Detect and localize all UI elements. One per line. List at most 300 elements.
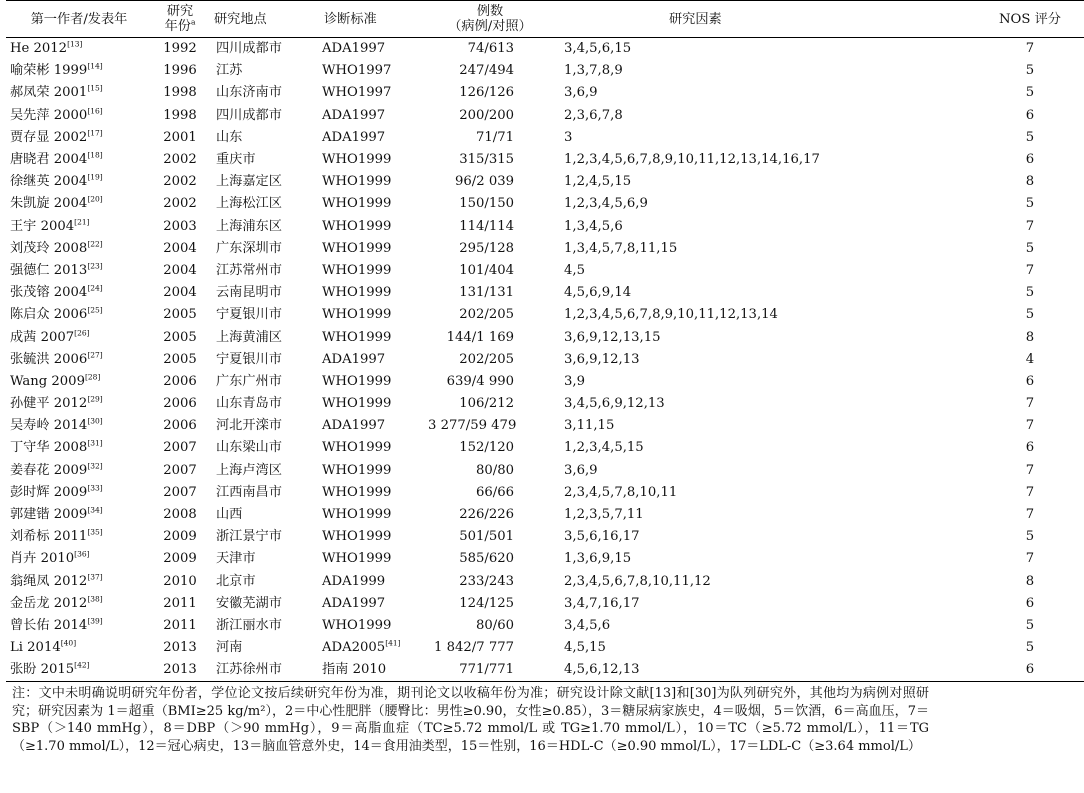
- criteria-cell-text: WHO1999: [322, 240, 392, 256]
- factors-cell: [554, 238, 976, 260]
- reference-mark: [33]: [87, 483, 103, 493]
- author-cell: [6, 238, 150, 260]
- factors-cell: [554, 216, 976, 238]
- cases-cell: [426, 216, 554, 238]
- cases-cell: [426, 238, 554, 260]
- site-cell-text: 上海卢湾区: [216, 462, 282, 478]
- factors-cell: [554, 127, 976, 149]
- year-cell: [150, 482, 210, 504]
- criteria-cell-text: ADA1997: [322, 418, 386, 434]
- table-row: [6, 60, 1084, 82]
- site-cell-text: 浙江丽水市: [216, 617, 282, 633]
- author-cell-text: 肖卉 2010: [10, 551, 75, 567]
- cases-cell-text: 202/205: [459, 351, 514, 367]
- site-cell: [210, 282, 316, 304]
- author-cell-text: 丁守华 2008: [10, 440, 88, 456]
- author-cell-text: He 2012: [10, 41, 68, 57]
- year-cell-text: 2006: [163, 418, 197, 434]
- year-cell: [150, 82, 210, 104]
- year-cell: [150, 437, 210, 459]
- criteria-cell-text: WHO1999: [322, 617, 392, 633]
- factors-cell-text: 4,5,6,9,14: [564, 285, 632, 301]
- site-cell: [210, 326, 316, 348]
- header-criteria: 诊断标准: [324, 11, 377, 27]
- author-cell-text: 刘希标 2011: [10, 529, 88, 545]
- author-cell: [6, 60, 150, 82]
- criteria-cell-text: WHO1999: [322, 396, 392, 412]
- author-cell-text: 贾存显 2002: [10, 129, 88, 145]
- nos-cell-text: 7: [1025, 262, 1035, 278]
- site-cell-text: 江苏: [216, 63, 243, 79]
- year-cell: [150, 127, 210, 149]
- site-cell-text: 江西南昌市: [216, 484, 282, 500]
- header-nos: NOS 评分: [999, 11, 1061, 27]
- header-factors: 研究因素: [669, 11, 722, 27]
- factors-cell-text: 1,2,4,5,15: [564, 174, 632, 190]
- nos-cell: [976, 571, 1084, 593]
- site-cell: [210, 127, 316, 149]
- year-cell: [150, 371, 210, 393]
- site-cell-text: 天津市: [216, 551, 256, 567]
- table-row: [6, 371, 1084, 393]
- nos-cell-text: 5: [1025, 240, 1035, 256]
- reference-mark: [32]: [87, 461, 103, 471]
- cases-cell-text: 295/128: [459, 240, 514, 256]
- year-cell-text: 2004: [163, 262, 197, 278]
- site-cell: [210, 659, 316, 682]
- cases-cell: [426, 415, 554, 437]
- author-cell: [6, 482, 150, 504]
- criteria-cell: [316, 105, 426, 127]
- nos-cell: [976, 326, 1084, 348]
- table-row: [6, 548, 1084, 570]
- cases-cell: [426, 304, 554, 326]
- author-cell-text: 曾长佑 2014: [10, 617, 88, 633]
- nos-cell: [976, 415, 1084, 437]
- header-cases-line2: （病例/对照）: [448, 19, 532, 34]
- table-row: [6, 193, 1084, 215]
- nos-cell: [976, 282, 1084, 304]
- author-cell-text: 金岳龙 2012: [10, 595, 88, 611]
- factors-cell: [554, 393, 976, 415]
- table-header: [6, 1, 1084, 38]
- year-cell: [150, 593, 210, 615]
- author-cell-text: 喻荣彬 1999: [10, 63, 88, 79]
- nos-cell: [976, 38, 1084, 61]
- cases-cell: [426, 371, 554, 393]
- reference-mark: [21]: [74, 217, 90, 227]
- factors-cell-text: 1,3,6,9,15: [564, 551, 632, 567]
- nos-cell-text: 5: [1025, 285, 1035, 301]
- author-cell-text: Li 2014: [10, 640, 61, 656]
- site-cell-text: 宁夏银川市: [216, 307, 282, 323]
- criteria-cell: [316, 659, 426, 682]
- criteria-cell: [316, 637, 426, 659]
- cases-cell: [426, 349, 554, 371]
- header-row: [6, 1, 1084, 38]
- year-cell: [150, 460, 210, 482]
- factors-cell: [554, 260, 976, 282]
- year-cell-text: 2002: [163, 152, 197, 168]
- site-cell: [210, 526, 316, 548]
- site-cell-text: 河南: [216, 640, 243, 656]
- reference-mark: [20]: [87, 195, 103, 205]
- factors-cell: [554, 548, 976, 570]
- nos-cell-text: 7: [1025, 218, 1035, 234]
- nos-cell: [976, 593, 1084, 615]
- year-cell-text: 2008: [163, 507, 197, 523]
- factors-cell: [554, 171, 976, 193]
- cases-cell: [426, 437, 554, 459]
- year-cell: [150, 349, 210, 371]
- nos-cell-text: 5: [1025, 63, 1035, 79]
- author-cell: [6, 415, 150, 437]
- cases-cell: [426, 105, 554, 127]
- reference-mark: [38]: [87, 594, 103, 604]
- criteria-cell-text: WHO1999: [322, 218, 392, 234]
- table-row: [6, 415, 1084, 437]
- year-cell: [150, 659, 210, 682]
- site-cell-text: 上海松江区: [216, 196, 282, 212]
- author-cell-text: 徐继英 2004: [10, 174, 88, 190]
- year-cell-text: 1996: [163, 63, 197, 79]
- author-cell-text: 张毓洪 2006: [10, 351, 88, 367]
- table-row: [6, 637, 1084, 659]
- site-cell: [210, 60, 316, 82]
- cases-cell: [426, 326, 554, 348]
- factors-cell: [554, 637, 976, 659]
- site-cell: [210, 637, 316, 659]
- year-cell-text: 2007: [163, 440, 197, 456]
- nos-cell-text: 4: [1025, 351, 1035, 367]
- cases-cell-text: 126/126: [459, 85, 514, 101]
- table-row: [6, 216, 1084, 238]
- reference-mark: [39]: [87, 616, 103, 626]
- nos-cell-text: 5: [1025, 129, 1035, 145]
- site-cell: [210, 149, 316, 171]
- factors-cell: [554, 571, 976, 593]
- year-cell: [150, 238, 210, 260]
- cases-cell: [426, 526, 554, 548]
- cases-cell: [426, 60, 554, 82]
- cases-cell: [426, 282, 554, 304]
- factors-cell: [554, 193, 976, 215]
- nos-cell-text: 8: [1025, 329, 1035, 345]
- criteria-cell-text: WHO1999: [322, 484, 392, 500]
- criteria-cell: [316, 593, 426, 615]
- author-cell-text: Wang 2009: [10, 373, 85, 389]
- reference-mark: [15]: [87, 84, 103, 94]
- year-cell-text: 2006: [163, 373, 197, 389]
- cases-cell-text: 66/66: [475, 484, 514, 500]
- year-cell: [150, 615, 210, 637]
- year-cell: [150, 326, 210, 348]
- site-cell: [210, 171, 316, 193]
- year-cell: [150, 193, 210, 215]
- criteria-cell: [316, 238, 426, 260]
- criteria-cell: [316, 482, 426, 504]
- reference-mark: [24]: [87, 283, 103, 293]
- cases-cell-text: 639/4 990: [446, 373, 514, 389]
- criteria-cell-text: WHO1999: [322, 440, 392, 456]
- site-cell-text: 上海浦东区: [216, 218, 282, 234]
- criteria-cell-text: WHO1999: [322, 262, 392, 278]
- criteria-cell-text: ADA1997: [322, 41, 386, 57]
- nos-cell-text: 5: [1025, 307, 1035, 323]
- header-year-line2: 年份: [164, 19, 191, 34]
- header-cases: [426, 1, 554, 38]
- reference-mark: [19]: [87, 172, 103, 182]
- criteria-cell: [316, 437, 426, 459]
- factors-cell: [554, 105, 976, 127]
- nos-cell-text: 6: [1025, 373, 1035, 389]
- criteria-cell: [316, 149, 426, 171]
- author-cell-text: 姜春花 2009: [10, 462, 88, 478]
- study-characteristics-table: [6, 0, 1084, 682]
- author-cell: [6, 526, 150, 548]
- cases-cell-text: 501/501: [459, 529, 514, 545]
- nos-cell: [976, 349, 1084, 371]
- criteria-cell-text: WHO1999: [322, 507, 392, 523]
- year-cell-text: 2010: [163, 573, 197, 589]
- author-cell: [6, 393, 150, 415]
- cases-cell-text: 585/620: [459, 551, 514, 567]
- reference-mark: [31]: [87, 439, 103, 449]
- cases-cell: [426, 260, 554, 282]
- site-cell-text: 广东深圳市: [216, 240, 282, 256]
- factors-cell: [554, 349, 976, 371]
- site-cell: [210, 571, 316, 593]
- cases-cell: [426, 193, 554, 215]
- header-year-footnote-mark: a: [190, 17, 196, 27]
- criteria-cell: [316, 38, 426, 61]
- cases-cell-text: 771/771: [459, 662, 514, 678]
- nos-cell: [976, 659, 1084, 682]
- factors-cell: [554, 593, 976, 615]
- nos-cell-text: 7: [1025, 462, 1035, 478]
- factors-cell-text: 1,3,7,8,9: [564, 63, 623, 79]
- site-cell-text: 上海嘉定区: [216, 174, 282, 190]
- site-cell-text: 江苏常州市: [216, 262, 282, 278]
- site-cell: [210, 260, 316, 282]
- author-cell: [6, 82, 150, 104]
- nos-cell-text: 6: [1025, 440, 1035, 456]
- year-cell: [150, 38, 210, 61]
- year-cell-text: 2013: [163, 640, 197, 656]
- year-cell-text: 2009: [163, 529, 197, 545]
- site-cell: [210, 615, 316, 637]
- author-cell-text: 张茂镕 2004: [10, 285, 88, 301]
- criteria-cell: [316, 504, 426, 526]
- year-cell: [150, 149, 210, 171]
- site-cell: [210, 548, 316, 570]
- nos-cell-text: 7: [1025, 41, 1035, 57]
- site-cell: [210, 393, 316, 415]
- author-cell-text: 唐晓君 2004: [10, 152, 88, 168]
- year-cell: [150, 60, 210, 82]
- site-cell-text: 山东: [216, 129, 243, 145]
- nos-cell-text: 5: [1025, 529, 1035, 545]
- site-cell: [210, 105, 316, 127]
- factors-cell: [554, 60, 976, 82]
- cases-cell: [426, 637, 554, 659]
- criteria-cell: [316, 349, 426, 371]
- year-cell: [150, 105, 210, 127]
- table-row: [6, 482, 1084, 504]
- nos-cell: [976, 637, 1084, 659]
- author-cell-text: 刘茂玲 2008: [10, 240, 88, 256]
- factors-cell-text: 1,3,4,5,7,8,11,15: [564, 240, 678, 256]
- criteria-cell: [316, 526, 426, 548]
- cases-cell-text: 124/125: [459, 595, 514, 611]
- nos-cell: [976, 504, 1084, 526]
- cases-cell-text: 226/226: [459, 507, 514, 523]
- year-cell-text: 2005: [163, 307, 197, 323]
- nos-cell: [976, 548, 1084, 570]
- year-cell: [150, 571, 210, 593]
- year-cell-text: 2005: [163, 351, 197, 367]
- cases-cell: [426, 504, 554, 526]
- year-cell: [150, 393, 210, 415]
- year-cell: [150, 304, 210, 326]
- reference-mark: [35]: [87, 527, 103, 537]
- nos-cell: [976, 460, 1084, 482]
- author-cell: [6, 127, 150, 149]
- criteria-cell-text: ADA1997: [322, 107, 386, 123]
- reference-mark: [17]: [87, 128, 103, 138]
- cases-cell-text: 200/200: [459, 107, 514, 123]
- factors-cell-text: 3,6,9: [564, 85, 598, 101]
- author-cell: [6, 105, 150, 127]
- criteria-cell: [316, 615, 426, 637]
- site-cell-text: 山东梁山市: [216, 440, 282, 456]
- factors-cell: [554, 82, 976, 104]
- site-cell: [210, 193, 316, 215]
- reference-mark: [27]: [87, 350, 103, 360]
- author-cell: [6, 637, 150, 659]
- year-cell-text: 2011: [163, 617, 197, 633]
- site-cell: [210, 349, 316, 371]
- reference-mark: [16]: [87, 106, 103, 116]
- site-cell: [210, 216, 316, 238]
- criteria-cell: [316, 460, 426, 482]
- reference-mark: [42]: [74, 660, 90, 670]
- factors-cell-text: 3,4,5,6,15: [564, 41, 632, 57]
- criteria-cell: [316, 282, 426, 304]
- site-cell-text: 河北开滦市: [216, 418, 282, 434]
- author-cell-text: 翁绳凤 2012: [10, 573, 88, 589]
- cases-cell: [426, 171, 554, 193]
- criteria-cell-text: WHO1999: [322, 373, 392, 389]
- reference-mark: [23]: [87, 261, 103, 271]
- table-row: [6, 437, 1084, 459]
- table-row: [6, 326, 1084, 348]
- author-cell: [6, 571, 150, 593]
- factors-cell: [554, 371, 976, 393]
- year-cell-text: 2006: [163, 396, 197, 412]
- cases-cell: [426, 127, 554, 149]
- factors-cell-text: 1,2,3,5,7,11: [564, 507, 644, 523]
- cases-cell-text: 1 842/7 777: [434, 640, 514, 656]
- cases-cell: [426, 393, 554, 415]
- header-author: 第一作者/发表年: [30, 11, 128, 27]
- site-cell-text: 山西: [216, 507, 243, 523]
- year-cell-text: 2001: [163, 129, 197, 145]
- reference-mark: [26]: [74, 328, 90, 338]
- cases-cell-text: 202/205: [459, 307, 514, 323]
- cases-cell-text: 131/131: [459, 285, 514, 301]
- cases-cell-text: 233/243: [459, 573, 514, 589]
- cases-cell-text: 71/71: [475, 129, 514, 145]
- table-row: [6, 571, 1084, 593]
- nos-cell-text: 6: [1025, 595, 1035, 611]
- factors-cell-text: 3: [564, 129, 573, 145]
- author-cell: [6, 260, 150, 282]
- year-cell-text: 2005: [163, 329, 197, 345]
- factors-cell: [554, 38, 976, 61]
- factors-cell: [554, 504, 976, 526]
- nos-cell: [976, 238, 1084, 260]
- year-cell: [150, 526, 210, 548]
- table-footnote: [6, 682, 933, 755]
- factors-cell-text: 4,5,15: [564, 640, 606, 656]
- site-cell: [210, 38, 316, 61]
- criteria-cell: [316, 260, 426, 282]
- table-row: [6, 593, 1084, 615]
- factors-cell-text: 3,9: [564, 373, 585, 389]
- nos-cell-text: 6: [1025, 107, 1035, 123]
- author-cell-text: 王宇 2004: [10, 218, 75, 234]
- year-cell: [150, 260, 210, 282]
- author-cell: [6, 171, 150, 193]
- table-row: [6, 659, 1084, 682]
- table-row: [6, 171, 1084, 193]
- header-cases-line1: 例数: [476, 4, 504, 19]
- table-row: [6, 349, 1084, 371]
- author-cell: [6, 504, 150, 526]
- author-cell-text: 郭建锴 2009: [10, 507, 88, 523]
- factors-cell: [554, 282, 976, 304]
- reference-mark: [28]: [84, 372, 101, 382]
- header-year: [150, 1, 210, 38]
- table-body: [6, 38, 1084, 682]
- year-cell-text: 2002: [163, 174, 197, 190]
- cases-cell: [426, 659, 554, 682]
- criteria-cell-text: ADA2005: [322, 640, 386, 656]
- criteria-cell-text: WHO1999: [322, 551, 392, 567]
- year-cell-text: 1998: [163, 85, 197, 101]
- cases-cell-text: 3 277/59 479: [428, 418, 517, 434]
- factors-cell: [554, 482, 976, 504]
- year-cell: [150, 216, 210, 238]
- author-cell-text: 强德仁 2013: [10, 262, 88, 278]
- factors-cell-text: 3,6,9,12,13,15: [564, 329, 661, 345]
- criteria-cell-text: WHO1999: [322, 529, 392, 545]
- table-row: [6, 304, 1084, 326]
- year-cell-text: 2009: [163, 551, 197, 567]
- nos-cell: [976, 105, 1084, 127]
- criteria-cell-text: ADA1997: [322, 129, 386, 145]
- factors-cell-text: 3,4,7,16,17: [564, 595, 640, 611]
- author-cell: [6, 437, 150, 459]
- author-cell: [6, 216, 150, 238]
- site-cell: [210, 371, 316, 393]
- site-cell: [210, 504, 316, 526]
- nos-cell-text: 7: [1025, 418, 1035, 434]
- reference-mark: [25]: [87, 305, 103, 315]
- nos-cell: [976, 615, 1084, 637]
- factors-cell-text: 2,3,4,5,6,7,8,10,11,12: [564, 573, 711, 589]
